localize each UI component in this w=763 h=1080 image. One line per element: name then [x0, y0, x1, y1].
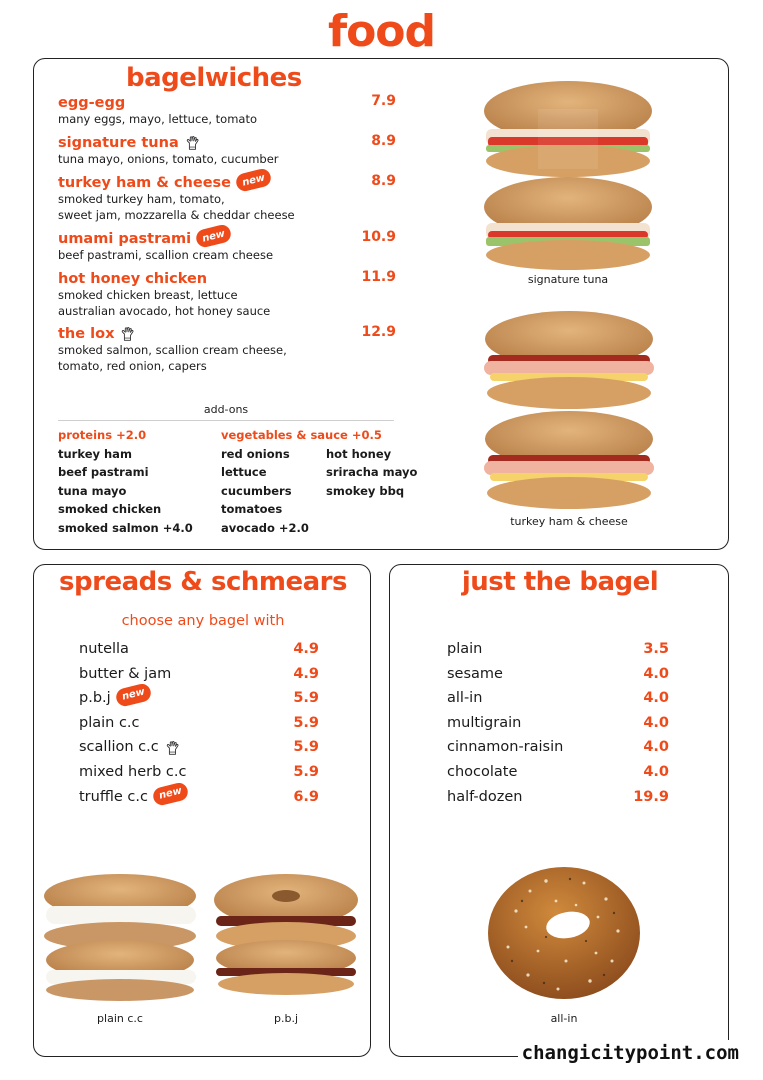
- item-name: plain: [447, 641, 483, 657]
- item-desc: smoked turkey ham, tomato,: [58, 192, 225, 206]
- just-bagel-title: just the bagel: [461, 567, 659, 597]
- list-item: [79, 662, 319, 687]
- page-title: food: [327, 6, 436, 57]
- item-desc: tomato, red onion, capers: [58, 358, 207, 373]
- photo-caption: p.b.j: [273, 1012, 298, 1025]
- item-price: 7.9: [371, 93, 396, 109]
- menu-item-signature-tuna: [58, 133, 396, 168]
- addon-item: tuna mayo: [58, 483, 127, 498]
- item-price: 12.9: [361, 324, 396, 340]
- item-name: chocolate: [447, 763, 518, 780]
- item-price: 4.9: [293, 641, 319, 657]
- thumbs-up-icon: [164, 739, 182, 757]
- addon-item: smoked salmon +4.0: [58, 520, 193, 535]
- item-price: 4.0: [643, 763, 669, 780]
- item-desc: australian avocado, hot honey sauce: [58, 303, 271, 318]
- addons-divider: [58, 420, 394, 421]
- item-price: 10.9: [361, 229, 396, 245]
- item-price: 4.0: [643, 690, 669, 707]
- list-item: [79, 637, 319, 662]
- item-price: 19.9: [633, 788, 669, 805]
- item-price: 5.9: [293, 763, 319, 780]
- all-in-bagel-photo: [486, 861, 642, 1001]
- addon-item: smoked chicken: [58, 502, 162, 516]
- list-item: [447, 735, 669, 760]
- spreads-title: spreads & schmears: [59, 567, 347, 597]
- addons-sauces: [326, 445, 417, 501]
- item-price: 3.5: [643, 641, 669, 657]
- item-name: half-dozen: [447, 788, 523, 805]
- item-price: 8.9: [371, 173, 396, 189]
- photo-caption: all-in: [550, 1012, 578, 1025]
- item-name: scallion c.c: [79, 739, 159, 756]
- addon-item: cucumbers: [221, 483, 292, 498]
- turkey-ham-cheese-photo: [480, 309, 658, 511]
- item-desc: tuna mayo, onions, tomato, cucumber: [58, 152, 279, 166]
- item-name: butter & jam: [79, 665, 172, 682]
- item-name: egg-egg: [58, 94, 126, 111]
- list-item: [447, 662, 669, 687]
- menu-item-turkey-ham-cheese: [58, 171, 396, 223]
- photo-caption: signature tuna: [527, 273, 609, 286]
- item-name: cinnamon-raisin: [447, 739, 564, 756]
- item-price: 5.9: [293, 739, 319, 756]
- item-name: multigrain: [447, 714, 522, 731]
- item-desc: beef pastrami, scallion cream cheese: [58, 248, 274, 262]
- footer-website: changicitypoint.com: [518, 1040, 743, 1066]
- item-price: 5.9: [293, 714, 319, 731]
- item-desc: smoked salmon, scallion cream cheese,: [58, 343, 287, 357]
- addon-item: smokey bbq: [326, 483, 405, 498]
- list-item: [447, 760, 669, 785]
- item-desc: sweet jam, mozzarella & cheddar cheese: [58, 207, 295, 222]
- pbj-photo: [210, 870, 362, 1000]
- item-name: the lox: [58, 325, 115, 342]
- list-item: [447, 711, 669, 736]
- bagelwiches-title: bagelwiches: [126, 63, 302, 93]
- item-name: turkey ham & cheese: [58, 174, 232, 191]
- item-price: 4.0: [643, 714, 669, 731]
- item-name: p.b.j: [79, 690, 111, 707]
- new-badge: new: [114, 683, 152, 709]
- item-desc: smoked chicken breast, lettuce: [58, 288, 238, 302]
- item-name: sesame: [447, 665, 503, 682]
- item-price: 4.9: [293, 665, 319, 682]
- item-desc: many eggs, mayo, lettuce, tomato: [58, 112, 258, 126]
- addons-title: add-ons: [203, 403, 249, 416]
- list-item: [79, 785, 319, 810]
- item-name: truffle c.c: [79, 788, 148, 805]
- list-item: [447, 637, 669, 662]
- item-name: plain c.c: [79, 714, 140, 731]
- list-item: [447, 785, 669, 810]
- addon-item: red onions: [221, 446, 290, 461]
- list-item: [79, 711, 319, 736]
- photo-caption: plain c.c: [97, 1012, 143, 1025]
- addon-item: lettuce: [221, 465, 267, 479]
- just-bagel-panel: [389, 564, 729, 1057]
- photo-caption: turkey ham & cheese: [510, 515, 628, 528]
- list-item: [79, 686, 319, 711]
- item-price: 11.9: [361, 269, 396, 285]
- addon-item: beef pastrami: [58, 465, 149, 479]
- menu-item-hot-honey-chicken: [58, 269, 396, 319]
- menu-item-the-lox: [58, 324, 396, 374]
- list-item: [447, 686, 669, 711]
- item-name: all-in: [447, 690, 483, 707]
- addon-item: turkey ham: [58, 446, 132, 461]
- addon-item: tomatoes: [221, 502, 283, 516]
- addons-vegetables-header: vegetables & sauce +0.5: [221, 428, 382, 442]
- just-bagel-list: [447, 637, 669, 809]
- addons-proteins-header: proteins +2.0: [58, 428, 147, 442]
- signature-tuna-photo: [478, 79, 658, 271]
- thumbs-up-icon: [184, 134, 202, 152]
- bagelwiches-panel: [33, 58, 729, 550]
- new-badge: new: [151, 781, 189, 807]
- item-price: 8.9: [371, 133, 396, 149]
- item-price: 6.9: [293, 788, 319, 805]
- addon-item: sriracha mayo: [326, 465, 418, 479]
- item-price: 4.0: [643, 739, 669, 756]
- item-name: umami pastrami: [58, 230, 192, 247]
- item-price: 5.9: [293, 690, 319, 707]
- addon-item: avocado +2.0: [221, 520, 309, 535]
- menu-item-egg-egg: [58, 93, 396, 128]
- list-item: [79, 760, 319, 785]
- addon-item: hot honey: [326, 446, 392, 461]
- addons-proteins: [58, 426, 193, 537]
- thumbs-up-icon: [119, 325, 137, 343]
- spreads-subtitle: choose any bagel with: [121, 613, 285, 629]
- item-price: 4.0: [643, 665, 669, 682]
- spreads-list: [79, 637, 319, 809]
- spreads-panel: [33, 564, 371, 1057]
- plain-cc-photo: [40, 870, 200, 1005]
- menu-item-umami-pastrami: [58, 227, 396, 264]
- item-name: signature tuna: [58, 134, 179, 151]
- list-item: [79, 735, 319, 760]
- item-name: nutella: [79, 641, 129, 657]
- item-name: hot honey chicken: [58, 270, 208, 287]
- item-name: mixed herb c.c: [79, 763, 187, 780]
- new-badge: new: [234, 167, 272, 193]
- new-badge: new: [194, 223, 232, 249]
